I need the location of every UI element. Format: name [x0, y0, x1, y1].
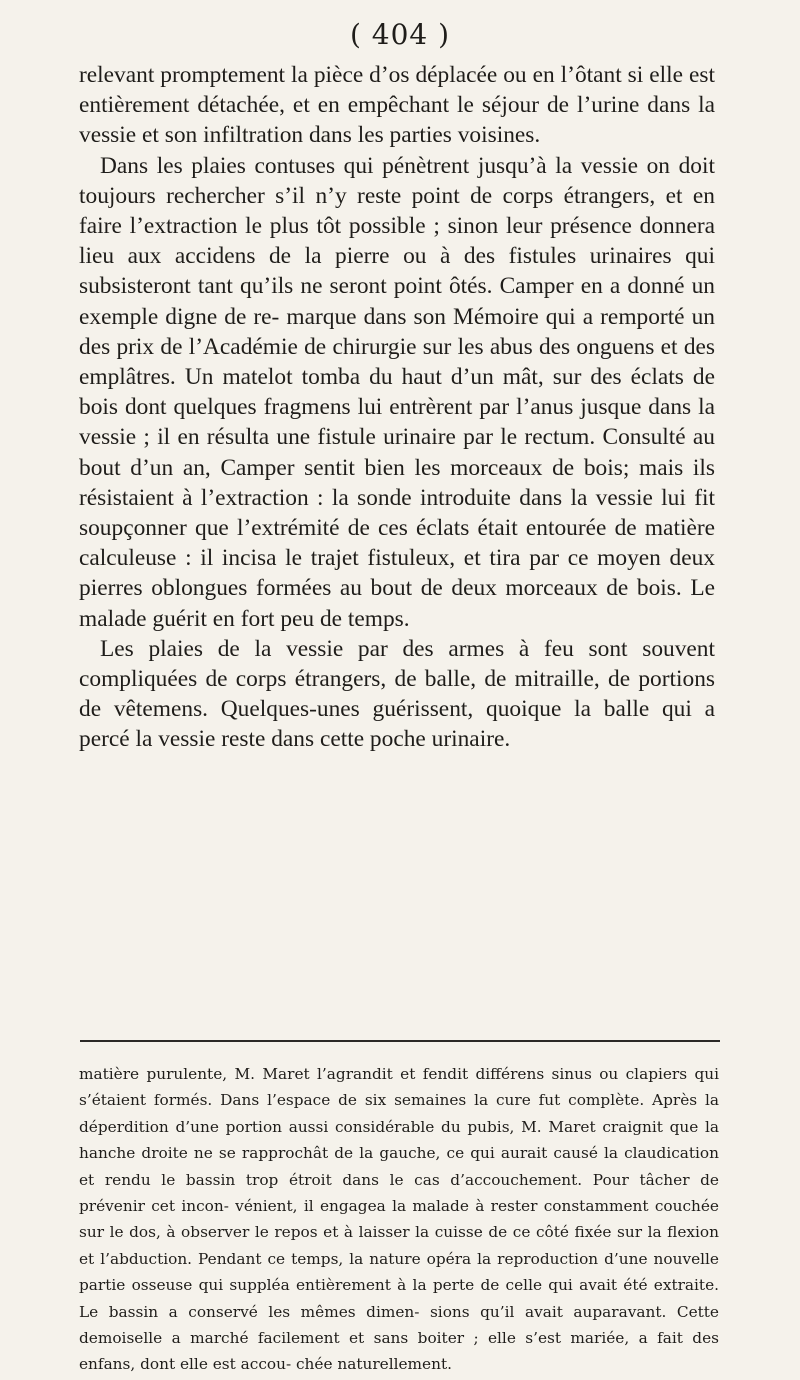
footnote [79, 1061, 719, 1378]
paragraph-continuation: relevant promptement la pièce d’os déplacée ou en l’ôtant si elle est entièrement détachée, et en empêchant le séjour de l’urine dans la vessie et son infiltration dans les parties voisines. [79, 62, 715, 149]
main-text-body [79, 60, 715, 755]
paragraph-contused-wounds: Dans les plaies contuses qui pénètrent jusqu’à la vessie on doit toujours rechercher s’il n’y reste point de corps étrangers, et en faire l’extraction le plus tôt possible ; sinon leur présence donnera lieu aux accidens de la pierre ou à des fistules urinaires qui subsisteront tant qu’ils ne seront point ôtés. Camper en a donné un exemple digne de re- marque dans son Mémoire qui a remporté un des prix de l’Académie de chirurgie sur les abus des onguens et des emplâtres. Un matelot tomba du haut d’un mât, sur des éclats de bois dont quelques fragmens lui entrèrent par l’anus jusque dans la vessie ; il en résulta une fistule urinaire par le rectum. Consulté au bout d’un an, Camper sentit bien les morceaux de bois; mais ils résistaient à l’extraction : la sonde introduite dans la vessie lui fit soupçonner que l’extrémité de ces éclats était entourée de matière calculeuse : il incisa le trajet fistuleux, et tira par ce moyen deux pierres oblongues formées au bout de deux morceaux de bois. Le malade guérit en fort peu de temps. [79, 152, 715, 632]
footnote-divider [80, 1040, 720, 1042]
paragraph-firearm-wounds: Les plaies de la vessie par des armes à feu sont souvent compliquées de corps étrangers, de balle, de mitraille, de portions de vêtemens. Quelques-unes guérissent, quoique la balle qui a percé la vessie reste dans cette poche urinaire. [79, 635, 715, 753]
page-number: ( 404 ) [349, 18, 451, 51]
footnote-text: matière purulente, M. Maret l’agrandit et fendit différens sinus ou clapiers qui s’étaient formés. Dans l’espace de six semaines la cure fut complète. Après la déperdition d’une portion aussi considérable du pubis, M. Maret craignit que la hanche droite ne se rapprochât de la gauche, ce qui aurait causé la claudication et rendu le bassin trop étroit dans le cas d’accouchement. Pour tâcher de prévenir cet incon- vénient, il engagea la malade à rester constamment couchée sur le dos, à observer le repos et à laisser la cuisse de ce côté fixée sur la flexion et l’abduction. Pendant ce temps, la nature opéra la reproduction d’une nouvelle partie osseuse qui suppléa entièrement à la perte de celle qui avait été extraite. Le bassin a conservé les mêmes dimen- sions qu’il avait auparavant. Cette demoiselle a marché facilement et sans boiter ; elle s’est mariée, a fait des enfans, dont elle est accou- chée naturellement. [79, 1065, 719, 1374]
